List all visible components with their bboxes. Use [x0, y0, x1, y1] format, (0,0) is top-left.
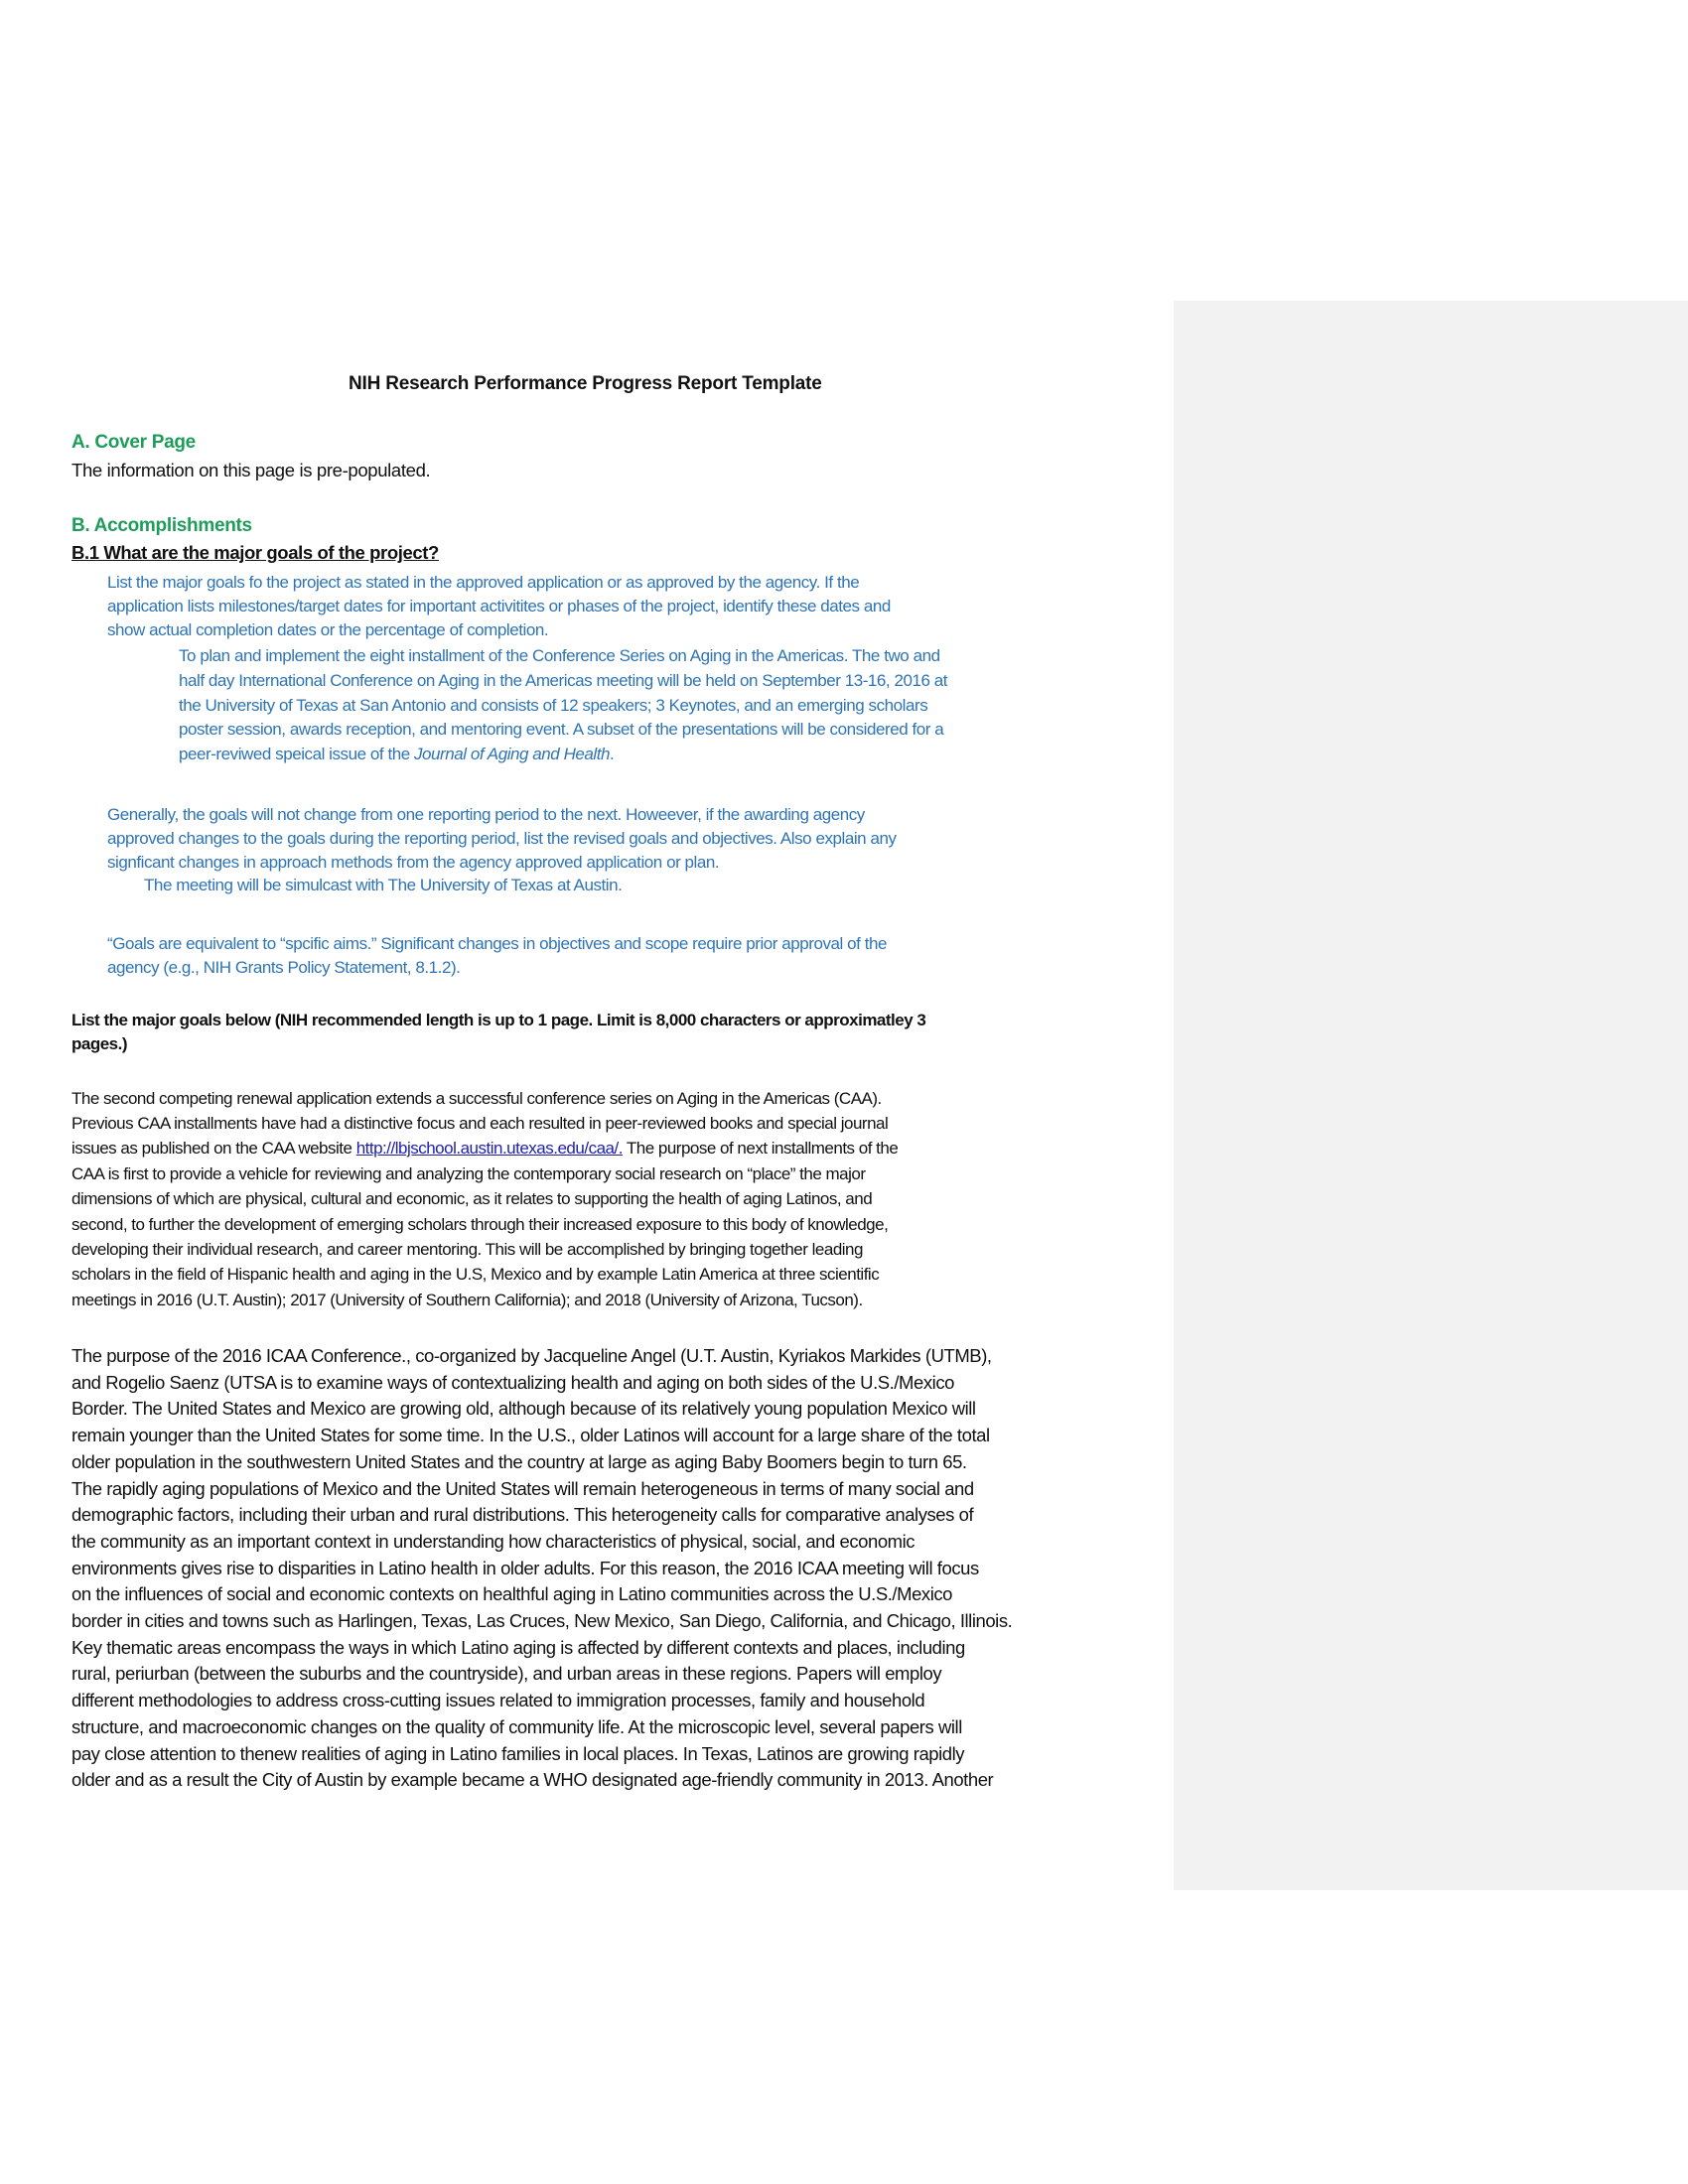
- paragraph-2-line: and Rogelio Saenz (UTSA is to examine ways of contextualizing health and aging on both sides of the U.S./Mexico: [71, 1371, 954, 1393]
- instruction-line: approved changes to the goals during the reporting period, list the revised goals and objectives. Also explain any: [107, 829, 897, 848]
- section-a-heading: A. Cover Page: [71, 432, 196, 453]
- goal-line: half day International Conference on Aging in the Americas meeting will be held on September 13-16, 2016 at: [179, 671, 948, 690]
- paragraph-2-line: demographic factors, including their urban and rural distributions. This heterogeneity calls for comparative analyses of: [71, 1504, 974, 1526]
- paragraph-2-line: rural, periurban (between the suburbs and the countryside), and urban areas in these regions. Papers will employ: [71, 1663, 942, 1685]
- paragraph-1-line-3-suffix: The purpose of next installments of the: [622, 1139, 899, 1158]
- simulcast-line: The meeting will be simulcast with The University of Texas at Austin.: [144, 876, 623, 894]
- section-b1-subheading: B.1 What are the major goals of the project?: [71, 542, 439, 563]
- goal-line: To plan and implement the eight installment of the Conference Series on Aging in the Americas. The two and: [179, 646, 940, 665]
- paragraph-2-line: older population in the southwestern United States and the country at large as aging Baby Boomers begin to turn 65.: [71, 1450, 967, 1472]
- instruction-line: application lists milestones/target dates for important activitites or phases of the project, identify these dates and: [107, 597, 891, 615]
- paragraph-2-line: border in cities and towns such as Harlingen, Texas, Las Cruces, New Mexico, San Diego, California, and Chicago, Illinois.: [71, 1610, 1013, 1631]
- goal-line: the University of Texas at San Antonio and consists of 12 speakers; 3 Keynotes, and an emerging scholars: [179, 696, 928, 715]
- paragraph-2-line: remain younger than the United States for some time. In the U.S., older Latinos will account for a large share of the total: [71, 1425, 990, 1446]
- goal-last-suffix: .: [610, 745, 615, 763]
- section-a-text: The information on this page is pre-populated.: [71, 460, 431, 480]
- paragraph-2-line: pay close attention to thenew realities of aging in Latino families in local places. In Texas, Latinos are growing rapidly: [71, 1742, 965, 1764]
- paragraph-1-line: dimensions of which are physical, cultural and economic, as it relates to supporting the health of aging Latinos, and: [71, 1189, 873, 1208]
- instruction-line: “Goals are equivalent to “spcific aims.” Significant changes in objectives and scope require prior approval of the: [107, 934, 887, 953]
- paragraph-1-line-3-prefix: issues as published on the CAA website: [71, 1139, 356, 1158]
- instruction-line: List the major goals fo the project as stated in the approved application or as approved by the agency. If the: [107, 573, 860, 592]
- goal-line-last: [179, 745, 614, 764]
- document-title: NIH Research Performance Progress Report Template: [349, 373, 822, 394]
- list-goals-note: List the major goals below (NIH recommended length is up to 1 page. Limit is 8,000 characters or approximatley 3: [71, 1011, 926, 1029]
- instruction-line: show actual completion dates or the percentage of completion.: [107, 620, 549, 639]
- paragraph-2-line: The rapidly aging populations of Mexico and the United States will remain heterogeneous in terms of many social and: [71, 1477, 974, 1499]
- paragraph-1-line: developing their individual research, and career mentoring. This will be accomplished by bringing together leading: [71, 1240, 863, 1259]
- instruction-line: signficant changes in approach methods from the agency approved application or plan.: [107, 853, 720, 872]
- section-b-heading: B. Accomplishments: [71, 515, 252, 536]
- paragraph-2-line: the community as an important context in understanding how characteristics of physical, social, and economic: [71, 1530, 915, 1552]
- instruction-line: Generally, the goals will not change from one reporting period to the next. Howeever, if the awarding agency: [107, 805, 865, 824]
- paragraph-1-line: second, to further the development of emerging scholars through their increased exposure to this body of knowledge,: [71, 1215, 889, 1234]
- paragraph-2-line: different methodologies to address cross-cutting issues related to immigration processes, family and household: [71, 1690, 925, 1711]
- paragraph-2-line: on the influences of social and economic contexts on healthful aging in Latino communities across the U.S./Mexico: [71, 1583, 953, 1605]
- paragraph-2-line: Key thematic areas encompass the ways in which Latino aging is affected by different contexts and places, including: [71, 1636, 965, 1658]
- goal-last-prefix: peer-reviwed speical issue of the: [179, 745, 414, 763]
- paragraph-2-line: older and as a result the City of Austin by example became a WHO designated age-friendly community in 2013. Another: [71, 1769, 994, 1791]
- journal-title: Journal of Aging and Health: [414, 745, 611, 763]
- caa-website-link[interactable]: http://lbjschool.austin.utexas.edu/caa/.: [355, 1139, 623, 1158]
- paragraph-1-line: [71, 1139, 898, 1159]
- paragraph-2-line: Border. The United States and Mexico are growing old, although because of its relatively young population Mexico will: [71, 1398, 976, 1420]
- paragraph-1-line: scholars in the field of Hispanic health and aging in the U.S, Mexico and by example Latin America at three scientific: [71, 1265, 880, 1284]
- comment-pane: [1174, 301, 1688, 1890]
- paragraph-2-line: The purpose of the 2016 ICAA Conference., co-organized by Jacqueline Angel (U.T. Austin, Kyriakos Markides (UTMB),: [71, 1345, 992, 1366]
- paragraph-1-line: meetings in 2016 (U.T. Austin); 2017 (University of Southern California); and 2018 (University of Arizona, Tucson).: [71, 1291, 863, 1309]
- list-goals-note: pages.): [71, 1034, 128, 1053]
- instruction-line: agency (e.g., NIH Grants Policy Statement, 8.1.2).: [107, 958, 461, 977]
- paragraph-1-line: The second competing renewal application extends a successful conference series on Aging in the Americas (CAA).: [71, 1089, 882, 1108]
- goal-line: poster session, awards reception, and mentoring event. A subset of the presentations will be considered for a: [179, 720, 944, 739]
- paragraph-1-line: Previous CAA installments have had a distinctive focus and each resulted in peer-reviewed books and special journal: [71, 1114, 889, 1133]
- paragraph-1-line: CAA is first to provide a vehicle for reviewing and analyzing the contemporary social research on “place” the major: [71, 1164, 866, 1183]
- paragraph-2-line: structure, and macroeconomic changes on the quality of community life. At the microscopic level, several papers will: [71, 1715, 962, 1737]
- paragraph-2-line: environments gives rise to disparities in Latino health in older adults. For this reason, the 2016 ICAA meeting will focus: [71, 1557, 979, 1578]
